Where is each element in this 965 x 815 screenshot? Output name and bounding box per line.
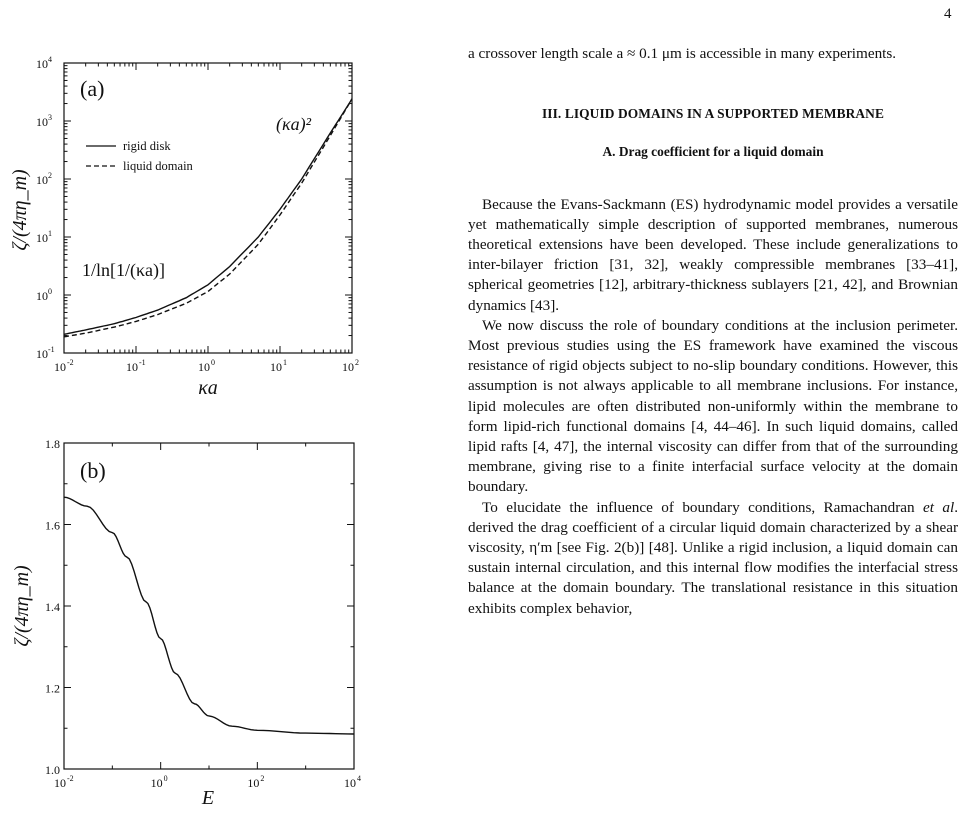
x-tick-exponent: -2 xyxy=(67,774,74,783)
series-drag-vs-E xyxy=(64,497,354,734)
x-tick-label: 10 xyxy=(54,776,66,790)
panel-a-curves xyxy=(64,99,352,337)
paragraph-1: Because the Evans-Sackmann (ES) hydrodynamic model provides a versatile yet mathematically simple description of supported membranes, numerous theoretical extensions have been developed. These include generalizations to inter-bilayer friction [31, 32], weakly compressible membranes [33–41], spherical geometries [12], arbitrary-thickness sublayers [21, 42], and Brownian dynamics [43]. xyxy=(468,195,958,314)
y-tick-label: 1.4 xyxy=(45,600,60,614)
legend-liquid-domain-label: liquid domain xyxy=(123,159,193,173)
y-tick-label: 1.2 xyxy=(45,681,60,696)
legend-rigid-disk-label: rigid disk xyxy=(123,139,171,153)
x-tick-label: 10 xyxy=(247,776,260,790)
x-tick-label: 10 xyxy=(198,360,210,374)
y-tick-exponent: 3 xyxy=(48,113,52,122)
y-tick-exponent: 0 xyxy=(48,287,52,296)
page-number: 4 xyxy=(944,6,952,22)
paragraph-3-etal: et al xyxy=(923,498,955,516)
x-tick-label: 10 xyxy=(54,360,66,374)
panel-b-ticks xyxy=(64,443,354,769)
series-rigid-disk xyxy=(64,99,352,334)
panel-a-xlabel: κa xyxy=(198,377,218,399)
figure-2 xyxy=(0,0,465,815)
panel-b-y-tick-labels xyxy=(45,437,60,777)
panel-a xyxy=(9,55,359,399)
x-tick-exponent: 1 xyxy=(283,358,287,367)
intro-paragraph: a crossover length scale a ≈ 0.1 μm is accessible in many experiments. xyxy=(468,45,897,62)
x-tick-label: 10 xyxy=(126,360,138,374)
y-tick-exponent: 2 xyxy=(48,171,52,180)
x-tick-exponent: 2 xyxy=(260,774,265,783)
panel-a-annotation-high: (κa)² xyxy=(276,114,312,134)
y-tick-label: 1.0 xyxy=(45,763,60,777)
panel-a-legend xyxy=(86,139,194,173)
right-text-column xyxy=(468,44,958,619)
y-tick-exponent: 4 xyxy=(48,55,52,64)
panel-b-frame xyxy=(64,443,354,769)
panel-b-ylabel: ζ/(4πη_m) xyxy=(11,565,33,647)
x-tick-label: 10 xyxy=(270,360,282,374)
x-tick-exponent: 0 xyxy=(211,358,215,367)
panel-a-tag: (a) xyxy=(80,76,105,101)
panel-b-curves xyxy=(64,497,354,734)
y-tick-exponent: -1 xyxy=(48,345,55,354)
y-tick-exponent: 1 xyxy=(48,229,52,238)
subsection-heading: A. Drag coefficient for a liquid domain xyxy=(602,144,824,160)
x-tick-label: 10 xyxy=(150,776,163,790)
x-tick-exponent: -2 xyxy=(67,358,74,367)
y-tick-label: 10 xyxy=(36,173,48,187)
y-tick-label: 10 xyxy=(36,231,48,245)
y-tick-label: 10 xyxy=(36,115,48,129)
y-tick-label: 10 xyxy=(36,347,48,361)
paragraph-3-start: To elucidate the influence of boundary conditions, Ramachandran xyxy=(482,498,924,516)
x-tick-exponent: 2 xyxy=(355,358,359,367)
paragraph-3-end: . derived the drag coefficient of a circular liquid domain characterized by a shear viscosity, η′m [see Fig. 2(b)] [48]. Unlike a rigid inclusion, a liquid domain can sustain internal circulation, and this internal flow modifies the interfacial stress balance at the domain boundary. The translational resistance in this situation exhibits complex behavior, xyxy=(468,498,958,617)
x-tick-exponent: 4 xyxy=(357,774,361,783)
panel-a-ylabel: ζ/(4πη_m) xyxy=(9,169,31,251)
x-tick-label: 10 xyxy=(344,776,356,790)
panel-b xyxy=(11,437,361,809)
y-tick-label: 1.6 xyxy=(45,518,60,533)
y-tick-label: 10 xyxy=(36,289,48,303)
series-liquid-domain xyxy=(64,99,352,337)
y-tick-label: 1.8 xyxy=(45,437,60,451)
panel-b-xlabel: E xyxy=(201,787,215,809)
x-tick-label: 10 xyxy=(342,360,354,374)
paragraph-2: We now discuss the role of boundary conditions at the inclusion perimeter. Most previous studies using the ES framework have examined the viscous resistance of rigid objects subject to no-slip boundary conditions. However, this assumption is not always applicable to all membrane inclusions. For instance, lipid molecules are often distributed non-uniformly within the membrane to form lipid-rich functional domains [4, 44–46]. In such liquid domains, called lipid rafts [4, 47], the internal viscosity can differ from that of the surrounding membrane, giving rise to a finite interfacial surface velocity at the domain boundary. xyxy=(468,316,958,496)
section-heading: III. LIQUID DOMAINS IN A SUPPORTED MEMBRANE xyxy=(542,106,884,122)
panel-b-tag: (b) xyxy=(80,458,106,483)
paragraph-3 xyxy=(468,498,958,619)
panel-a-ticks xyxy=(64,63,352,353)
x-tick-exponent: -1 xyxy=(139,358,146,367)
panel-a-x-tick-labels xyxy=(54,358,359,374)
panel-a-y-tick-labels xyxy=(36,55,55,361)
x-tick-exponent: 0 xyxy=(163,774,168,783)
y-tick-label: 10 xyxy=(36,57,48,71)
panel-a-annotation-low: 1/ln[1/(κa)] xyxy=(82,260,166,280)
panel-a-frame xyxy=(64,63,352,353)
